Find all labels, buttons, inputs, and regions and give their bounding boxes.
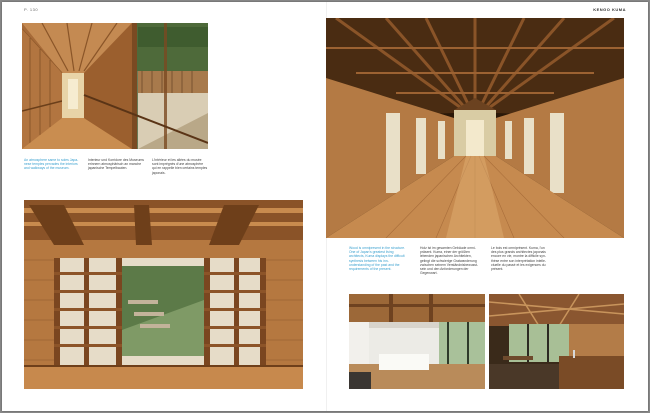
caption-right-french: Le bois est omniprésent. Kuma, l'un des plus grands architectes japonais encore en vie, montre la difficile syn- thèse entre son interprétation intelle- ctuelle du passé et les exigences du présent. (491, 246, 547, 272)
magazine-spread (2, 2, 648, 411)
caption-left-german: Interieur und Korridore des Museums erinnern atmosphärisch an manche japanische Tempelbauten. (88, 158, 144, 171)
photo-kitchen-interior (349, 294, 485, 389)
caption-right-english: Wood is omnipresent in the structure. One of Japan's greatest living architects, Kuma displays the difficult synthesis between his inn- understanding of the past and the requirements of the present. (349, 246, 406, 272)
caption-left-french: L'intérieur et les allées du musée sont imprégnés d'une atmosphère qui en rappelle bien certains temples japonais. (152, 158, 208, 175)
photo-wooden-room (24, 200, 303, 389)
caption-left-english: An atmosphere same to soles Japa- nese temples pervades the interiors and walkways of the museum. (24, 158, 79, 171)
page-number: P. 130 (24, 7, 39, 12)
photo-long-hall (326, 18, 624, 238)
photo-walkway-interior (22, 23, 208, 149)
photo-dining-room (489, 294, 624, 389)
caption-right-german: Holz ist im gesamten Gebäude omni- präsent. Kuma, einer der größten lebenden japanischen Architekten, gelingt die schwierige Gratwanderung zwischen seinem Verständnisbewusst- sein und den Anforderungen der Gegenwart. (420, 246, 479, 276)
page-header-architect: KENGO KUMA (593, 7, 626, 12)
